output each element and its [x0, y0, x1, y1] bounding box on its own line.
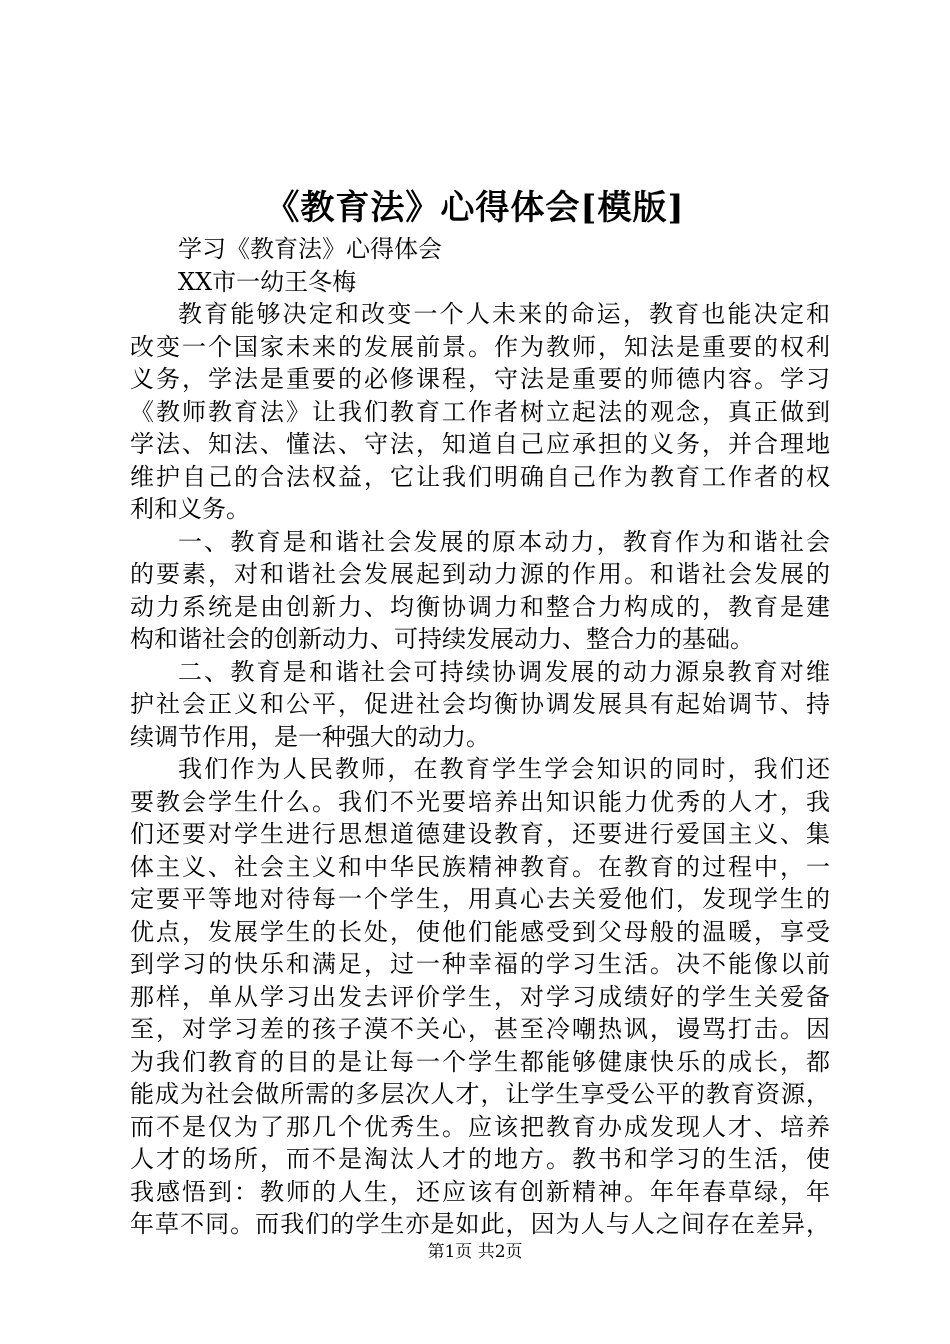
text-line: 续调节作用，是一种强大的动力。 [130, 722, 490, 751]
text-line: 的要素，对和谐社会发展起到动力源的作用。和谐社会发展的 [130, 560, 830, 588]
text-line: 改变一个国家未来的发展前景。作为教师，知法是重要的权利 [130, 332, 830, 361]
text-line: 我感悟到：教师的人生，还应该有创新精神。年年春草绿，年 [130, 1177, 830, 1206]
text-line: 《教师教育法》让我们教育工作者树立起法的观念，真正做到 [130, 397, 830, 426]
text-line: 我们作为人民教师，在教育学生学会知识的同时，我们还 [178, 755, 830, 783]
text-line: 为我们教育的目的是让每一个学生都能够健康快乐的成长，都 [130, 1047, 830, 1076]
text-line: 学习《教育法》心得体会 [178, 235, 442, 263]
text-line: 护社会正义和公平，促进社会均衡协调发展具有起始调节、持 [130, 690, 830, 718]
text-line: 学法、知法、懂法、守法，知道自己应承担的义务，并合理地 [130, 430, 830, 458]
text-line: 二、教育是和谐社会可持续协调发展的动力源泉教育对维 [178, 657, 830, 686]
text-line: 一、教育是和谐社会发展的原本动力，教育作为和谐社会 [178, 527, 830, 556]
text-line: 动力系统是由创新力、均衡协调力和整合力构成的，教育是建 [130, 592, 830, 621]
page-footer: 第1页 共2页 [427, 1242, 523, 1262]
text-line: 人才的场所，而不是淘汰人才的地方。教书和学习的生活，使 [130, 1145, 830, 1173]
text-line: 教育能够决定和改变一个人未来的命运，教育也能决定和 [178, 300, 830, 328]
text-line: 年草不同。而我们的学生亦是如此，因为人与人之间存在差异， [130, 1210, 830, 1238]
text-line: 们还要对学生进行思想道德建设教育，还要进行爱国主义、集 [130, 820, 830, 848]
text-line: 义务，学法是重要的必修课程，守法是重要的师德内容。学习 [130, 365, 830, 393]
text-line: 优点，发展学生的长处，使他们能感受到父母般的温暖，享受 [130, 917, 830, 946]
text-line: 至，对学习差的孩子漠不关心，甚至冷嘲热讽，谩骂打击。因 [130, 1015, 830, 1043]
text-line: 能成为社会做所需的多层次人才，让学生享受公平的教育资源， [130, 1080, 830, 1108]
text-line: 构和谐社会的创新动力、可持续发展动力、整合力的基础。 [130, 625, 754, 653]
text-line: 那样，单从学习出发去评价学生，对学习成绩好的学生关爱备 [130, 982, 830, 1011]
text-line: 利和义务。 [130, 495, 250, 523]
text-line: 维护自己的合法权益，它让我们明确自己作为教育工作者的权 [130, 462, 830, 491]
text-line: 体主义、社会主义和中华民族精神教育。在教育的过程中，一 [130, 852, 830, 881]
text-line: 到学习的快乐和满足，过一种幸福的学习生活。决不能像以前 [130, 950, 830, 978]
text-line: 而不是仅为了那几个优秀生。应该把教育办成发现人才、培养 [130, 1112, 830, 1141]
document-title: 《教育法》心得体会[模版] [265, 188, 685, 228]
document-body [130, 233, 830, 1241]
text-line: 定要平等地对待每一个学生，用真心去关爱他们，发现学生的 [130, 885, 830, 913]
text-line: 要教会学生什么。我们不光要培养出知识能力优秀的人才，我 [130, 787, 830, 816]
text-line: XX市一幼王冬梅 [178, 267, 357, 296]
